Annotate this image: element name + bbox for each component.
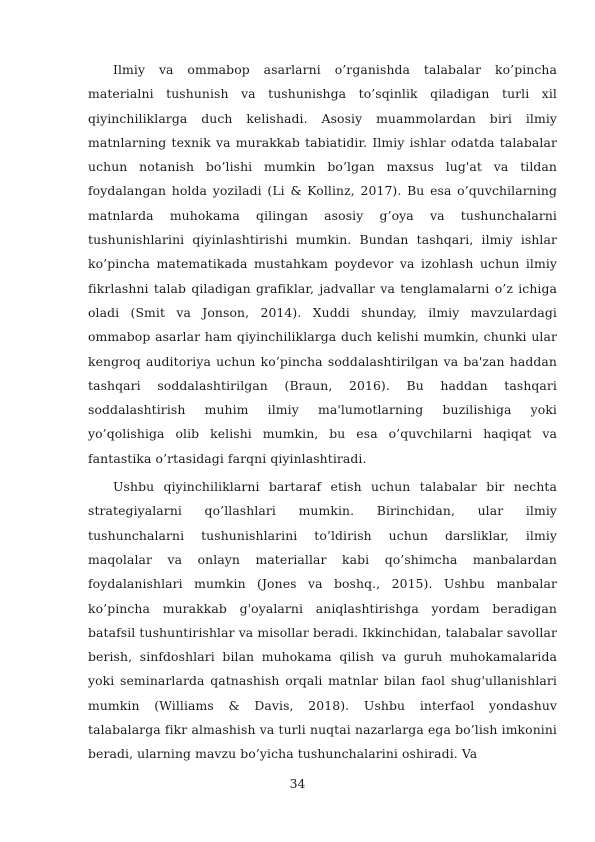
paragraph-2: Ushbu qiyinchiliklarni bartaraf etish uchun talabalar bir nechta strategiyalarni qo’llashlari mumkin. Birinchidan, ular ilmiy tushunchalarni tushunishlarini to’ldirish uchun darsliklar, ilmiy maqolalar va onlayn materiallar kabi qo’shimcha manbalardan foydalanishlari mumkin (Jones va boshq., 2015). Ushbu manbalar ko’pincha murakkab g'oyalarni aniqlashtirishga yordam beradigan batafsil tushuntirishlar va misollar beradi. Ikkinchidan, talabalar savollar berish, sinfdoshlari bilan muhokama qilish va guruh muhokamalarida yoki seminarlarda qatnashish orqali matnlar bilan faol shug'ullanishlari mumkin (Williams & Davis, 2018). Ushbu interfaol yondashuv talabalarga fikr almashish va turli nuqtai nazarlarga ega bo’lish imkonini beradi, ularning mavzu bo’yicha tushunchalarini oshiradi. Va <box>88 479 557 762</box>
body-text <box>88 58 557 767</box>
paragraph-1: Ilmiy va ommabop asarlarni o’rganishda talabalar ko’pincha materialni tushunish va tushunishga to’sqinlik qiladigan turli xil qiyinchiliklarga duch kelishadi. Asosiy muammolardan biri ilmiy matnlarning texnik va murakkab tabiatidir. Ilmiy ishlar odatda talabalar uchun notanish bo’lishi mumkin bo’lgan maxsus lug'at va tildan foydalangan holda yoziladi (Li & Kollinz, 2017). Bu esa o’quvchilarning matnlarda muhokama qilingan asosiy g’oya va tushunchalarni tushunishlarini qiyinlashtirishi mumkin. Bundan tashqari, ilmiy ishlar ko’pincha matematikada mustahkam poydevor va izohlash uchun ilmiy fikrlashni talab qiladigan grafiklar, jadvallar va tenglamalarni o’z ichiga oladi (Smit va Jonson, 2014). Xuddi shunday, ilmiy mavzulardagi ommabop asarlar ham qiyinchiliklarga duch kelishi mumkin, chunki ular kengroq auditoriya uchun ko’pincha soddalashtirilgan va ba'zan haddan tashqari soddalashtirilgan (Braun, 2016). Bu haddan tashqari soddalashtirish muhim ilmiy ma'lumotlarning buzilishiga yoki yo’qolishiga olib kelishi mumkin, bu esa o’quvchilarni haqiqat va fantastika o’rtasidagi farqni qiyinlashtiradi. <box>88 62 557 466</box>
page-number: 34 <box>289 776 306 791</box>
